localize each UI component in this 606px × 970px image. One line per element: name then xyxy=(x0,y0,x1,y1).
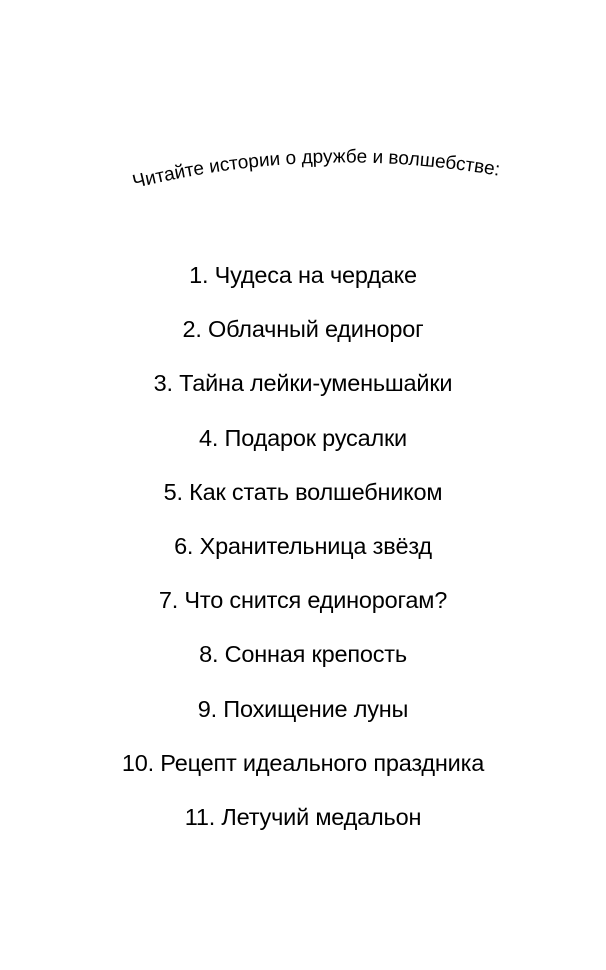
book-title: 2. Облачный единорог xyxy=(182,316,424,343)
book-title: 10. Рецепт идеального праздника xyxy=(121,749,485,776)
book-title: 7. Что снится единорогам? xyxy=(158,587,448,614)
book-title: 1. Чудеса на чердаке xyxy=(189,262,417,288)
book-title: 3. Тайна лейки-уменьшайки xyxy=(153,370,453,397)
book-title: 4. Подарок русалки xyxy=(199,424,407,451)
book-title: 9. Похищение луны xyxy=(197,695,409,722)
book-title: 5. Как стать волшебником xyxy=(163,478,443,505)
book-title: 11. Летучий медальон xyxy=(184,803,422,830)
series-heading-text: Читайте истории о дружбе и волшебстве: xyxy=(130,146,502,194)
book-list xyxy=(0,252,606,848)
series-heading-arc xyxy=(0,0,606,240)
book-title: 8. Сонная крепость xyxy=(199,641,407,668)
book-title: 6. Хранительница звёзд xyxy=(174,532,432,559)
series-heading xyxy=(131,146,502,193)
